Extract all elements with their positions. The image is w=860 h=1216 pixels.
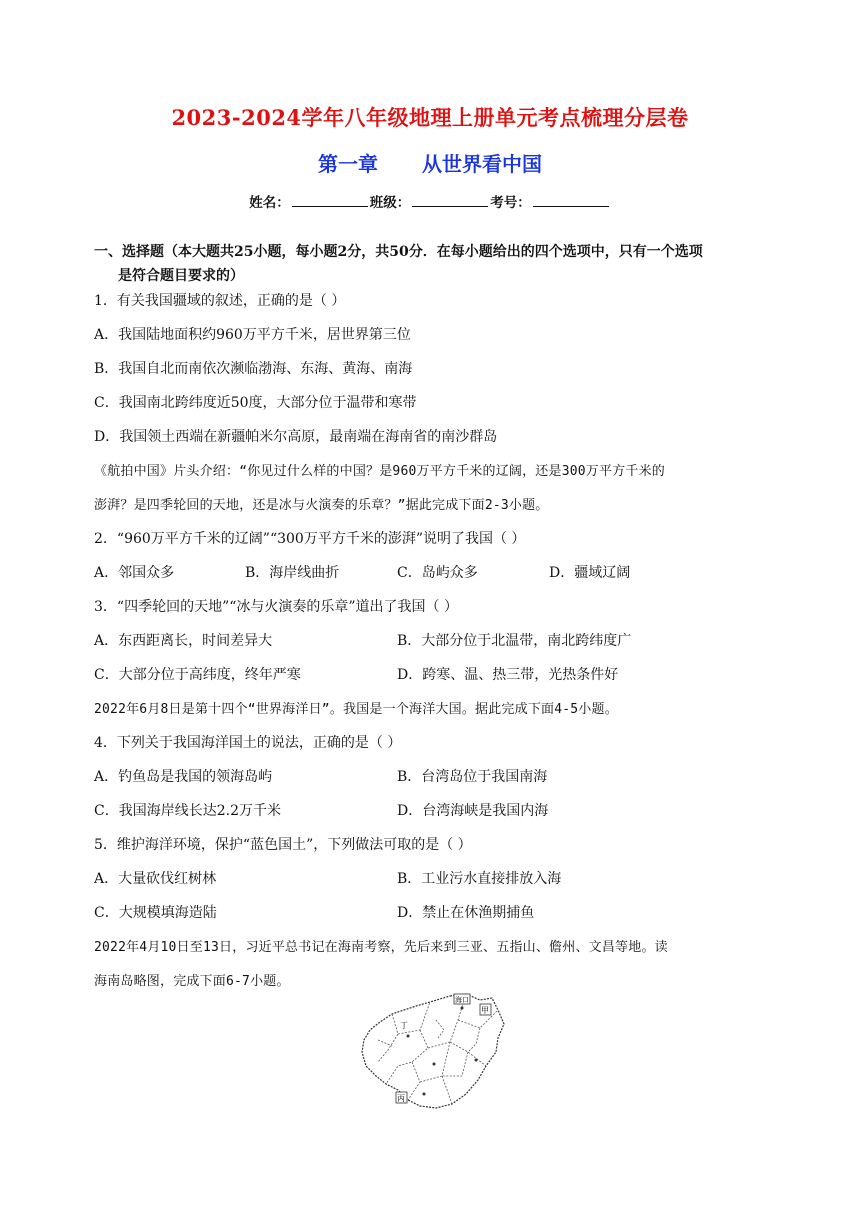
exam-no-label: 考号： (490, 195, 531, 211)
chapter-title (0, 148, 860, 177)
q5-option-b[interactable]: B．工业污水直接排放入海 (397, 871, 562, 887)
q3-option-b[interactable]: B．大部分位于北温带，南北跨纬度广 (397, 633, 632, 649)
map-label-jia: 甲 (481, 1006, 489, 1015)
q5-option-c[interactable]: C．大规模填海造陆 (94, 905, 217, 921)
q5-option-d[interactable]: D．禁止在休渔期捕鱼 (397, 905, 535, 921)
q4-stem: 4．下列关于我国海洋国土的说法，正确的是（ ） (94, 735, 402, 751)
chapter-name: 从世界看中国 (422, 152, 542, 176)
q2-option-b[interactable]: B．海岸线曲折 (245, 565, 340, 581)
q1-option-a[interactable]: A．我国陆地面积约960万平方千米，居世界第三位 (94, 327, 411, 343)
q5-stem: 5．维护海洋环境，保护“蓝色国土”，下列做法可取的是（ ） (94, 837, 472, 853)
class-field[interactable] (412, 194, 488, 207)
map-label-haikou: 海口 (455, 996, 469, 1004)
section-heading-line2: 是符合题目要求的） (118, 268, 244, 284)
city-dot (461, 1007, 464, 1010)
section-heading (94, 240, 774, 288)
q3-option-d[interactable]: D．跨寒、温、热三带，光热条件好 (397, 667, 619, 683)
city-dot (423, 1093, 426, 1096)
material1-line2: 澎湃？是四季轮回的天地，还是冰与火演奏的乐章？”据此完成下面2-3小题。 (94, 498, 549, 513)
hainan-island-map (358, 990, 508, 1112)
city-dot (407, 1035, 410, 1038)
name-label: 姓名： (249, 195, 290, 211)
q4-option-b[interactable]: B．台湾岛位于我国南海 (397, 769, 548, 785)
exam-no-field[interactable] (533, 194, 609, 207)
q5-option-a[interactable]: A．大量砍伐红树林 (94, 871, 217, 887)
q1-stem: 1．有关我国疆域的叙述，正确的是（ ） (94, 293, 346, 309)
q2-option-d[interactable]: D．疆域辽阔 (549, 565, 631, 581)
q4-option-d[interactable]: D．台湾海峡是我国内海 (397, 803, 549, 819)
student-info-row (0, 191, 860, 211)
q1-option-b[interactable]: B．我国自北而南依次濒临渤海、东海、黄海、南海 (94, 361, 413, 377)
material1-line1: 《航拍中国》片头介绍：“你见过什么样的中国？是960万平方千米的辽阔，还是300万平方千米的 (94, 464, 665, 479)
class-label: 班级： (369, 195, 411, 211)
city-dot (475, 1059, 478, 1062)
q4-option-a[interactable]: A．钓鱼岛是我国的领海岛屿 (94, 769, 273, 785)
material3-line1: 2022年4月10日至13日，习近平总书记在海南考察，先后来到三亚、五指山、儋州、文昌等地。读 (94, 940, 668, 955)
q3-option-c[interactable]: C．大部分位于高纬度，终年严寒 (94, 667, 301, 683)
city-dot (433, 1063, 436, 1066)
chapter-number: 第一章 (318, 152, 378, 176)
q2-stem: 2．“960万平方千米的辽阔”“300万平方千米的澎湃”说明了我国（ ） (94, 531, 526, 547)
q1-option-d[interactable]: D．我国领土西端在新疆帕米尔高原，最南端在海南省的南沙群岛 (94, 429, 498, 445)
map-label-bing: 丙 (397, 1094, 405, 1103)
q1-option-c[interactable]: C．我国南北跨纬度近50度，大部分位于温带和寒带 (94, 395, 417, 411)
section-heading-line1: 一、选择题（本大题共25小题，每小题2分，共50分．在每小题给出的四个选项中，只有一个选项 (94, 244, 703, 260)
q2-option-c[interactable]: C．岛屿众多 (397, 565, 478, 581)
material2-line1: 2022年6月8日是第十四个“世界海洋日”。我国是一个海洋大国。据此完成下面4-5小题。 (94, 702, 618, 717)
material3-line2: 海南岛略图，完成下面6-7小题。 (94, 974, 290, 989)
name-field[interactable] (292, 194, 368, 207)
map-label-ding: 丁 (400, 1021, 408, 1030)
q2-option-a[interactable]: A．邻国众多 (94, 565, 175, 581)
q3-option-a[interactable]: A．东西距离长，时间差异大 (94, 633, 273, 649)
exam-title: 2023-2024学年八年级地理上册单元考点梳理分层卷 (171, 105, 689, 130)
q3-stem: 3．“四季轮回的天地”“冰与火演奏的乐章”道出了我国（ ） (94, 599, 458, 615)
q4-option-c[interactable]: C．我国海岸线长达2.2万千米 (94, 803, 281, 819)
